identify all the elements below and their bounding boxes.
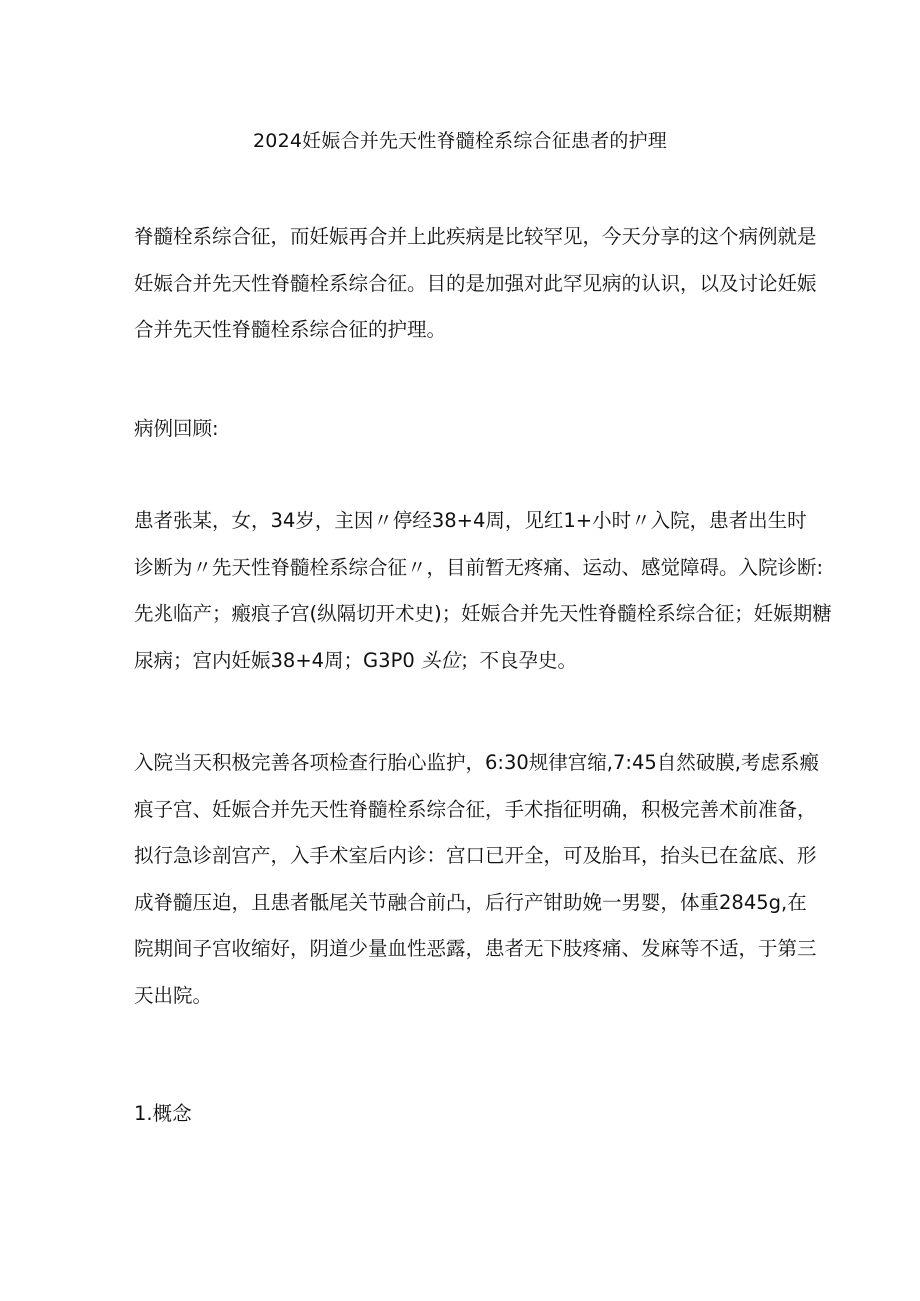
case-description-paragraph <box>134 498 832 684</box>
case-line: 诊断为〃先天性脊髓栓系综合征〃，目前暂无疼痛、运动、感觉障碍。入院诊断: <box>134 555 824 579</box>
case-line-last <box>134 638 794 685</box>
clinical-course-paragraph <box>134 740 819 1019</box>
fetal-position-text: 头位 <box>420 648 460 672</box>
course-line: 院期间子宫收缩好，阴道少量血性恶露，患者无下肢疼痛、发麻等不适，于第三 <box>134 937 817 960</box>
case-line: 患者张某，女，34岁，主因〃停经38+4周，见红1+小时〃入院，患者出生时 <box>134 509 807 532</box>
case-line-text: 尿病；宫内妊娠38+4周；G3P0 <box>134 648 421 672</box>
section-heading-concept: 1.概念 <box>134 1102 192 1125</box>
case-line: 先兆临产；瘢痕子宫(纵隔切开术史)；妊娠合并先天性脊髓栓系综合征；妊娠期糖 <box>134 602 832 625</box>
course-line: 成脊髓压迫，且患者骶尾关节融合前凸，后行产钳助娩一男婴，体重2845g,在 <box>134 890 807 914</box>
intro-paragraph <box>134 214 817 354</box>
course-line: 天出院。 <box>134 983 213 1007</box>
course-line: 拟行急诊剖宫产，入手术室后内诊：宫口已开全，可及胎耳，抬头已在盆底、形 <box>134 844 817 867</box>
intro-line: 妊娠合并先天性脊髓栓系综合征。目的是加强对此罕见病的认识，以及讨论妊娠 <box>134 271 817 295</box>
document-title: 2024妊娠合并先天性脊髓栓系综合征患者的护理 <box>253 130 667 152</box>
intro-line: 合并先天性脊髓栓系综合征的护理。 <box>134 318 447 341</box>
case-review-heading: 病例回顾: <box>134 417 219 440</box>
intro-line: 脊髓栓系综合征，而妊娠再合并上此疾病是比较罕见，今天分享的这个病例就是 <box>134 225 817 248</box>
course-line: 痕子宫、妊娠合并先天性脊髓栓系综合征，手术指征明确，积极完善术前准备， <box>134 797 817 821</box>
case-line-text: ；不良孕史。 <box>459 648 577 672</box>
course-line: 入院当天积极完善各项检查行胎心监护，6:30规律宫缩,7:45自然破膜,考虑系瘢 <box>134 751 819 774</box>
